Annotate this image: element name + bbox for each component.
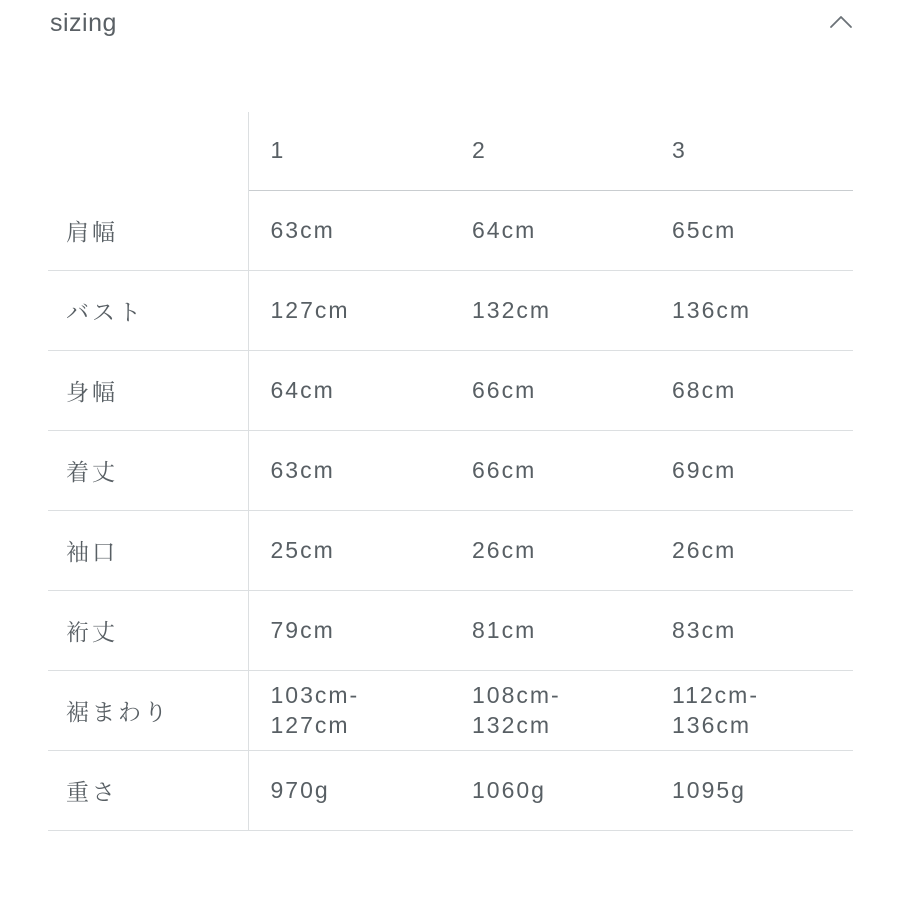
- chevron-up-icon[interactable]: [826, 8, 856, 38]
- row-label: 重さ: [48, 750, 248, 830]
- column-header-1: 1: [248, 112, 450, 190]
- table-row: [48, 430, 853, 510]
- row-label: 袖口: [48, 510, 248, 590]
- table-row: [48, 590, 853, 670]
- size-table-body: [48, 190, 853, 830]
- size-table-wrapper: [48, 112, 853, 831]
- cell-value: 83cm: [650, 590, 853, 670]
- sizing-section-header[interactable]: [0, 0, 900, 46]
- cell-value: 26cm: [450, 510, 650, 590]
- cell-value: 1060g: [450, 750, 650, 830]
- cell-value: 65cm: [650, 190, 853, 270]
- row-label: 裄丈: [48, 590, 248, 670]
- column-header-2: 2: [450, 112, 650, 190]
- cell-value: 81cm: [450, 590, 650, 670]
- cell-value: 63cm: [248, 190, 450, 270]
- table-row: [48, 670, 853, 750]
- table-row: [48, 750, 853, 830]
- cell-value: 66cm: [450, 430, 650, 510]
- cell-value: 127cm: [248, 270, 450, 350]
- cell-value: 68cm: [650, 350, 853, 430]
- cell-value: 970g: [248, 750, 450, 830]
- table-corner-cell: [48, 112, 248, 190]
- cell-value: 69cm: [650, 430, 853, 510]
- table-header-row: [48, 112, 853, 190]
- table-row: [48, 190, 853, 270]
- size-table-head: [48, 112, 853, 190]
- cell-value: 79cm: [248, 590, 450, 670]
- cell-value: 132cm: [450, 270, 650, 350]
- cell-value: 64cm: [248, 350, 450, 430]
- table-row: [48, 510, 853, 590]
- table-row: [48, 350, 853, 430]
- cell-value: 1095g: [650, 750, 853, 830]
- row-label: 着丈: [48, 430, 248, 510]
- cell-value: 26cm: [650, 510, 853, 590]
- row-label: 肩幅: [48, 190, 248, 270]
- cell-value: 63cm: [248, 430, 450, 510]
- cell-value: 66cm: [450, 350, 650, 430]
- column-header-3: 3: [650, 112, 853, 190]
- cell-value: 108cm- 132cm: [450, 670, 650, 750]
- cell-value: 136cm: [650, 270, 853, 350]
- row-label: 裾まわり: [48, 670, 248, 750]
- table-row: [48, 270, 853, 350]
- row-label: バスト: [48, 270, 248, 350]
- cell-value: 112cm- 136cm: [650, 670, 853, 750]
- cell-value: 103cm- 127cm: [248, 670, 450, 750]
- cell-value: 25cm: [248, 510, 450, 590]
- row-label: 身幅: [48, 350, 248, 430]
- cell-value: 64cm: [450, 190, 650, 270]
- page-title: sizing: [50, 8, 117, 37]
- size-table: [48, 112, 853, 831]
